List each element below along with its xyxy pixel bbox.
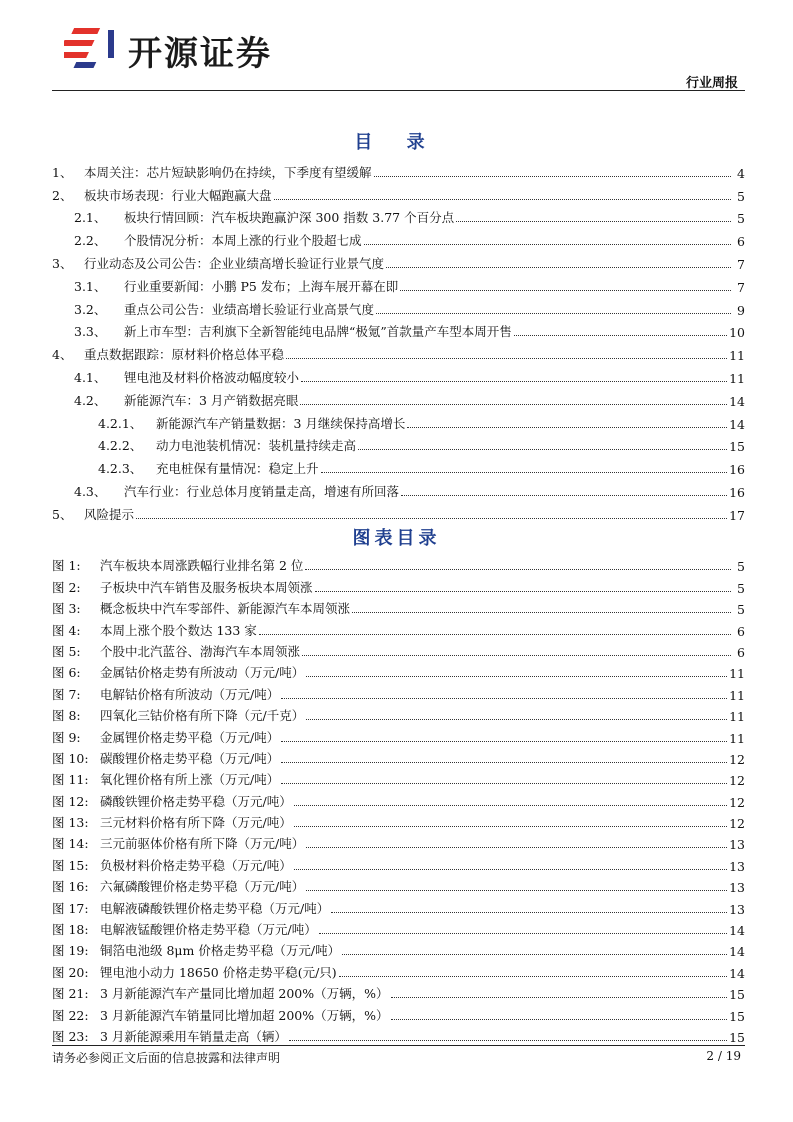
entry-page: 11 — [729, 370, 745, 386]
figure-entry[interactable] — [52, 767, 745, 788]
toc-entry[interactable] — [52, 500, 745, 523]
entry-title: 概念板块中汽车零部件、新能源汽车本周领涨 — [100, 601, 351, 617]
entry-number: 图 1: — [52, 558, 81, 574]
dot-leader — [306, 890, 727, 891]
toc-entry[interactable] — [52, 158, 745, 181]
kaiyuan-logo-icon — [64, 24, 120, 72]
entry-number: 3.2、 — [74, 301, 107, 317]
dot-leader — [364, 244, 731, 245]
dot-leader — [315, 591, 731, 592]
dot-leader — [391, 1019, 728, 1020]
figure-entry[interactable] — [52, 895, 745, 916]
dot-leader — [294, 869, 727, 870]
entry-page: 14 — [729, 923, 745, 939]
figure-entry[interactable] — [52, 831, 745, 852]
figure-entry[interactable] — [52, 1024, 745, 1045]
toc-entry[interactable] — [52, 249, 745, 272]
entry-number: 图 15: — [52, 857, 89, 873]
entry-title: 三元材料价格有所下降（万元/吨） — [100, 815, 292, 831]
entry-page: 15 — [729, 1029, 745, 1045]
entry-page: 12 — [729, 794, 745, 810]
entry-page: 12 — [729, 773, 745, 789]
entry-number: 图 8: — [52, 708, 81, 724]
dot-leader — [342, 954, 727, 955]
entry-title: 本周关注：芯片短缺影响仍在持续，下季度有望缓解 — [84, 164, 372, 180]
entry-page: 13 — [729, 858, 745, 874]
toc-entry[interactable] — [52, 432, 745, 455]
entry-title: 3 月新能源汽车销量同比增加超 200%（万辆，%） — [100, 1007, 389, 1023]
entry-number: 图 9: — [52, 729, 81, 745]
dot-leader — [305, 569, 731, 570]
entry-title: 重点公司公告：业绩高增长验证行业高景气度 — [124, 301, 375, 317]
entry-title: 磷酸铁锂价格走势平稳（万元/吨） — [100, 793, 292, 809]
dot-leader — [294, 805, 727, 806]
entry-title: 铜箔电池级 8μm 价格走势平稳（万元/吨） — [100, 943, 341, 959]
dot-leader — [358, 449, 727, 450]
entry-title: 动力电池装机情况：装机量持续走高 — [156, 438, 357, 454]
entry-title: 个股中北汽蓝谷、渤海汽车本周领涨 — [100, 643, 301, 659]
entry-page: 11 — [729, 709, 745, 725]
entry-number: 4.2.3、 — [98, 461, 143, 477]
toc-entry[interactable] — [52, 454, 745, 477]
entry-title: 负极材料价格走势平稳（万元/吨） — [100, 857, 292, 873]
entry-number: 5、 — [52, 506, 73, 522]
dot-leader — [281, 741, 727, 742]
entry-number: 图 11: — [52, 772, 89, 788]
toc-entry[interactable] — [52, 226, 745, 249]
entry-number: 3.1、 — [74, 278, 107, 294]
toc-entry[interactable] — [52, 295, 745, 318]
entry-page: 11 — [729, 730, 745, 746]
entry-title: 重点数据跟踪：原材料价格总体平稳 — [84, 347, 285, 363]
entry-number: 图 21: — [52, 986, 89, 1002]
entry-number: 4.2、 — [74, 392, 107, 408]
entry-page: 6 — [737, 234, 745, 250]
entry-title: 3 月新能源汽车产量同比增加超 200%（万辆，%） — [100, 986, 389, 1002]
entry-page: 5 — [737, 602, 745, 618]
dot-leader — [386, 267, 731, 268]
toc-entry[interactable] — [52, 272, 745, 295]
figure-entry[interactable] — [52, 681, 745, 702]
entry-title: 本周上涨个股个数达 133 家 — [100, 622, 257, 638]
entry-title: 锂电池小动力 18650 价格走势平稳(元/只) — [100, 964, 337, 980]
dot-leader — [136, 518, 727, 519]
entry-page: 13 — [729, 880, 745, 896]
entry-title: 汽车行业：行业总体月度销量走高，增速有所回落 — [124, 483, 400, 499]
entry-title: 3 月新能源乘用车销量走高（辆） — [100, 1028, 287, 1044]
toc-entry[interactable] — [52, 386, 745, 409]
entry-title: 电解液磷酸铁锂价格走势平稳（万元/吨） — [100, 900, 330, 916]
entry-number: 4.3、 — [74, 483, 107, 499]
entry-number: 4.2.2、 — [98, 438, 143, 454]
figure-entry[interactable] — [52, 724, 745, 745]
entry-page: 13 — [729, 837, 745, 853]
entry-title: 锂电池及材料价格波动幅度较小 — [124, 369, 300, 385]
dot-leader — [514, 335, 727, 336]
entry-title: 新上市车型：吉利旗下全新智能纯电品牌“极氪”首款量产车型本周开售 — [124, 324, 512, 340]
entry-number: 图 17: — [52, 900, 89, 916]
entry-title: 六氟磷酸锂价格走势平稳（万元/吨） — [100, 879, 305, 895]
entry-title: 四氧化三钴价格有所下降（元/千克） — [100, 708, 305, 724]
entry-page: 11 — [729, 666, 745, 682]
entry-page: 5 — [737, 580, 745, 596]
figure-entry[interactable] — [52, 810, 745, 831]
figure-entry[interactable] — [52, 617, 745, 638]
entry-page: 12 — [729, 816, 745, 832]
entry-number: 图 3: — [52, 601, 81, 617]
figure-entry[interactable] — [52, 981, 745, 1002]
entry-number: 2、 — [52, 187, 73, 203]
entry-title: 金属锂价格走势平稳（万元/吨） — [100, 729, 280, 745]
entry-number: 图 5: — [52, 643, 81, 659]
entry-page: 5 — [737, 188, 745, 204]
figure-entry[interactable] — [52, 553, 745, 574]
dot-leader — [306, 676, 727, 677]
entry-title: 氧化锂价格有所上涨（万元/吨） — [100, 772, 280, 788]
entry-page: 11 — [729, 687, 745, 703]
entry-title: 充电桩保有量情况：稳定上升 — [156, 461, 319, 477]
footer-divider — [52, 1045, 745, 1046]
entry-page: 6 — [737, 644, 745, 660]
entry-number: 图 12: — [52, 793, 89, 809]
header-divider — [52, 90, 745, 91]
toc-entry[interactable] — [52, 477, 745, 500]
figure-entry[interactable] — [52, 852, 745, 873]
entry-title: 行业重要新闻：小鹏 P5 发布；上海车展开幕在即 — [124, 278, 399, 294]
entry-number: 图 2: — [52, 579, 81, 595]
entry-title: 电解钴价格有所波动（万元/吨） — [100, 686, 280, 702]
entry-number: 图 22: — [52, 1007, 89, 1023]
entry-page: 7 — [737, 256, 745, 272]
toc-entry[interactable] — [52, 409, 745, 432]
entry-number: 4.1、 — [74, 369, 107, 385]
entry-title: 碳酸锂价格走势平稳（万元/吨） — [100, 750, 280, 766]
figure-entry[interactable] — [52, 917, 745, 938]
entry-title: 汽车板块本周涨跌幅行业排名第 2 位 — [100, 558, 304, 574]
entry-page: 7 — [737, 279, 745, 295]
figure-entry[interactable] — [52, 874, 745, 895]
entry-number: 图 19: — [52, 943, 89, 959]
toc-entry[interactable] — [52, 363, 745, 386]
entry-page: 14 — [729, 393, 745, 409]
company-logo — [64, 24, 304, 72]
table-of-contents — [52, 158, 745, 523]
entry-number: 图 20: — [52, 964, 89, 980]
entry-number: 图 7: — [52, 686, 81, 702]
dot-leader — [401, 495, 727, 496]
entry-page: 12 — [729, 751, 745, 767]
entry-page: 13 — [729, 901, 745, 917]
dot-leader — [391, 997, 728, 998]
entry-page: 10 — [729, 325, 745, 341]
dot-leader — [281, 762, 727, 763]
toc-entry[interactable] — [52, 204, 745, 227]
figure-list-title: 图表目录 — [352, 528, 441, 549]
toc-entry[interactable] — [52, 181, 745, 204]
entry-title: 子板块中汽车销售及服务板块本周领涨 — [100, 579, 313, 595]
entry-title: 电解液锰酸锂价格走势平稳（万元/吨） — [100, 922, 317, 938]
entry-title: 金属钴价格走势有所波动（万元/吨） — [100, 665, 305, 681]
entry-title: 新能源汽车：3 月产销数据亮眼 — [124, 392, 299, 408]
dot-leader — [376, 313, 731, 314]
entry-title: 风险提示 — [84, 506, 135, 522]
logo-text: 开源证券 — [128, 34, 272, 74]
dot-leader — [331, 912, 727, 913]
page-header — [0, 0, 793, 92]
entry-page: 15 — [729, 439, 745, 455]
entry-number: 2.2、 — [74, 233, 107, 249]
entry-number: 4、 — [52, 347, 73, 363]
entry-page: 14 — [729, 416, 745, 432]
entry-title: 个股情况分析：本周上涨的行业个股超七成 — [124, 233, 362, 249]
entry-page: 6 — [737, 623, 745, 639]
figure-entry[interactable] — [52, 1002, 745, 1023]
dot-leader — [281, 698, 727, 699]
dot-leader — [281, 783, 727, 784]
dot-leader — [301, 381, 727, 382]
entry-page: 15 — [729, 1008, 745, 1024]
figure-entry[interactable] — [52, 788, 745, 809]
dot-leader — [274, 199, 731, 200]
entry-number: 图 14: — [52, 836, 89, 852]
entry-page: 9 — [737, 302, 745, 318]
entry-page: 16 — [729, 484, 745, 500]
entry-page: 4 — [737, 165, 745, 181]
dot-leader — [400, 290, 731, 291]
entry-number: 图 16: — [52, 879, 89, 895]
entry-title: 板块行情回顾：汽车板块跑赢沪深 300 指数 3.77 个百分点 — [124, 210, 455, 226]
figure-entry[interactable] — [52, 746, 745, 767]
dot-leader — [352, 612, 731, 613]
entry-title: 三元前驱体价格有所下降（万元/吨） — [100, 836, 305, 852]
figure-entry[interactable] — [52, 938, 745, 959]
entry-page: 15 — [729, 987, 745, 1003]
entry-page: 14 — [729, 965, 745, 981]
entry-number: 3、 — [52, 255, 73, 271]
entry-page: 16 — [729, 462, 745, 478]
footer-disclaimer: 请务必参阅正文后面的信息披露和法律声明 — [52, 1051, 281, 1065]
entry-page: 5 — [737, 211, 745, 227]
dot-leader — [306, 847, 727, 848]
figure-entry[interactable] — [52, 574, 745, 595]
dot-leader — [306, 719, 727, 720]
entry-number: 图 4: — [52, 622, 81, 638]
dot-leader — [289, 1040, 727, 1041]
dot-leader — [456, 221, 731, 222]
figure-entry[interactable] — [52, 660, 745, 681]
figure-entry[interactable] — [52, 703, 745, 724]
dot-leader — [259, 634, 731, 635]
entry-number: 2.1、 — [74, 210, 107, 226]
entry-page: 17 — [729, 507, 745, 523]
dot-leader — [294, 826, 727, 827]
entry-number: 图 23: — [52, 1028, 89, 1044]
toc-entry[interactable] — [52, 340, 745, 363]
dot-leader — [300, 404, 727, 405]
entry-page: 14 — [729, 944, 745, 960]
figure-entry[interactable] — [52, 959, 745, 980]
entry-number: 4.2.1、 — [98, 415, 143, 431]
figure-entry[interactable] — [52, 596, 745, 617]
toc-title: 目 录 — [354, 132, 439, 153]
entry-number: 1、 — [52, 164, 73, 180]
entry-title: 新能源汽车产销量数据：3 月继续保持高增长 — [156, 415, 406, 431]
dot-leader — [286, 358, 727, 359]
figure-entry[interactable] — [52, 639, 745, 660]
entry-page: 5 — [737, 559, 745, 575]
dot-leader — [407, 427, 727, 428]
entry-number: 3.3、 — [74, 324, 107, 340]
document-type: 行业周报 — [685, 76, 738, 91]
figure-list — [52, 553, 745, 1045]
toc-entry[interactable] — [52, 318, 745, 341]
dot-leader — [319, 933, 727, 934]
page-number: 2 / 19 — [706, 1049, 741, 1063]
dot-leader — [339, 976, 727, 977]
dot-leader — [302, 655, 731, 656]
entry-number: 图 6: — [52, 665, 81, 681]
entry-number: 图 13: — [52, 815, 89, 831]
entry-number: 图 18: — [52, 922, 89, 938]
entry-title: 板块市场表现：行业大幅跑赢大盘 — [84, 187, 272, 203]
dot-leader — [321, 472, 728, 473]
entry-number: 图 10: — [52, 750, 89, 766]
entry-title: 行业动态及公司公告：企业业绩高增长验证行业景气度 — [84, 255, 385, 271]
dot-leader — [374, 176, 731, 177]
entry-page: 11 — [729, 348, 745, 364]
